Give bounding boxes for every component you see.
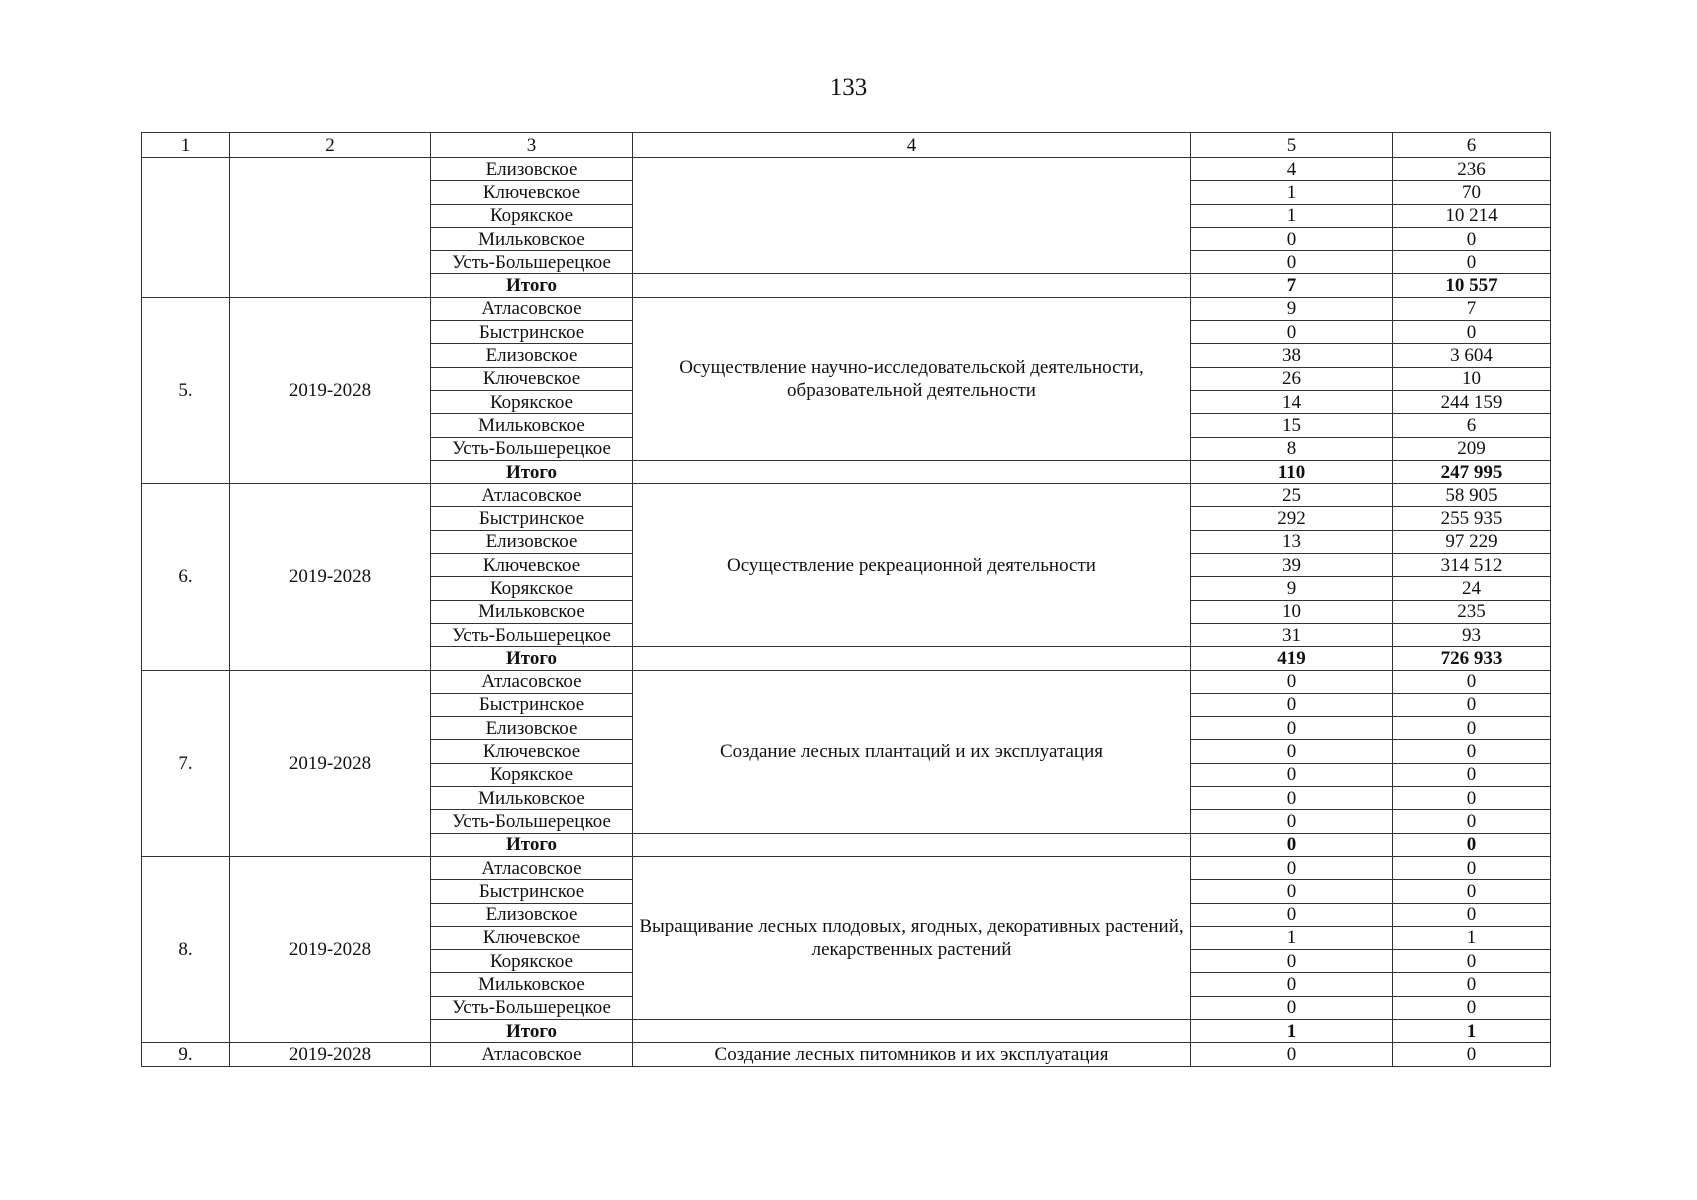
area-cell: 0 [1393, 693, 1551, 716]
column-number: 2 [230, 133, 431, 158]
area-cell: 97 229 [1393, 530, 1551, 553]
district-cell: Атласовское [431, 856, 633, 879]
district-cell: Усть-Большерецкое [431, 996, 633, 1019]
activity-cell: Выращивание лесных плодовых, ягодных, декоративных растений, лекарственных растений [633, 856, 1191, 1019]
row-number-cell: 9. [142, 1043, 230, 1066]
row-number-cell [142, 158, 230, 298]
total-count: 1 [1191, 1019, 1393, 1042]
district-cell: Ключевское [431, 740, 633, 763]
area-cell: 0 [1393, 717, 1551, 740]
count-cell: 0 [1191, 717, 1393, 740]
district-cell: Усть-Большерецкое [431, 810, 633, 833]
district-cell: Усть-Большерецкое [431, 251, 633, 274]
count-cell: 4 [1191, 158, 1393, 181]
district-cell: Елизовское [431, 717, 633, 740]
total-label: Итого [431, 1019, 633, 1042]
page-number: 133 [829, 74, 868, 101]
total-count: 110 [1191, 460, 1393, 483]
count-cell: 1 [1191, 181, 1393, 204]
area-cell: 3 604 [1393, 344, 1551, 367]
area-cell: 0 [1393, 856, 1551, 879]
area-cell: 314 512 [1393, 554, 1551, 577]
total-area: 10 557 [1393, 274, 1551, 297]
area-cell: 236 [1393, 158, 1551, 181]
district-cell: Мильковское [431, 414, 633, 437]
area-cell: 0 [1393, 880, 1551, 903]
activity-cell: Осуществление рекреационной деятельности [633, 484, 1191, 647]
count-cell: 0 [1191, 693, 1393, 716]
district-cell: Атласовское [431, 1043, 633, 1066]
area-cell: 0 [1393, 973, 1551, 996]
row-number-cell: 6. [142, 484, 230, 670]
table-body [142, 133, 1551, 1067]
activity-cell: Осуществление научно-исследовательской деятельности, образовательной деятельности [633, 297, 1191, 460]
district-cell: Ключевское [431, 926, 633, 949]
total-area: 0 [1393, 833, 1551, 856]
area-cell: 244 159 [1393, 390, 1551, 413]
district-cell: Елизовское [431, 903, 633, 926]
area-cell: 0 [1393, 763, 1551, 786]
column-number: 4 [633, 133, 1191, 158]
area-cell: 6 [1393, 414, 1551, 437]
area-cell: 93 [1393, 623, 1551, 646]
total-label: Итого [431, 274, 633, 297]
area-cell: 10 [1393, 367, 1551, 390]
count-cell: 0 [1191, 880, 1393, 903]
area-cell: 0 [1393, 321, 1551, 344]
count-cell: 10 [1191, 600, 1393, 623]
area-cell: 58 905 [1393, 484, 1551, 507]
count-cell: 0 [1191, 950, 1393, 973]
area-cell: 0 [1393, 251, 1551, 274]
count-cell: 0 [1191, 787, 1393, 810]
district-cell: Корякское [431, 577, 633, 600]
total-label: Итого [431, 647, 633, 670]
total-area: 1 [1393, 1019, 1551, 1042]
area-cell: 209 [1393, 437, 1551, 460]
district-cell: Быстринское [431, 693, 633, 716]
district-cell: Корякское [431, 763, 633, 786]
count-cell: 292 [1191, 507, 1393, 530]
period-cell: 2019-2028 [230, 484, 431, 670]
column-number: 1 [142, 133, 230, 158]
count-cell: 0 [1191, 856, 1393, 879]
district-cell: Усть-Большерецкое [431, 437, 633, 460]
district-cell: Мильковское [431, 227, 633, 250]
total-area: 726 933 [1393, 647, 1551, 670]
area-cell: 10 214 [1393, 204, 1551, 227]
count-cell: 13 [1191, 530, 1393, 553]
total-activity-cell [633, 647, 1191, 670]
count-cell: 0 [1191, 227, 1393, 250]
count-cell: 1 [1191, 926, 1393, 949]
district-cell: Корякское [431, 950, 633, 973]
count-cell: 38 [1191, 344, 1393, 367]
column-number-row [142, 133, 1551, 158]
count-cell: 15 [1191, 414, 1393, 437]
total-label: Итого [431, 833, 633, 856]
total-activity-cell [633, 460, 1191, 483]
area-cell: 0 [1393, 903, 1551, 926]
count-cell: 14 [1191, 390, 1393, 413]
count-cell: 31 [1191, 623, 1393, 646]
total-count: 0 [1191, 833, 1393, 856]
area-cell: 0 [1393, 740, 1551, 763]
table-row [142, 670, 1551, 693]
count-cell: 0 [1191, 810, 1393, 833]
total-activity-cell [633, 274, 1191, 297]
total-count: 419 [1191, 647, 1393, 670]
total-activity-cell [633, 833, 1191, 856]
district-cell: Елизовское [431, 344, 633, 367]
count-cell: 9 [1191, 297, 1393, 320]
forest-use-table [141, 132, 1551, 1067]
total-count: 7 [1191, 274, 1393, 297]
area-cell: 0 [1393, 810, 1551, 833]
table-row [142, 856, 1551, 879]
count-cell: 0 [1191, 903, 1393, 926]
period-cell: 2019-2028 [230, 856, 431, 1042]
area-cell: 255 935 [1393, 507, 1551, 530]
district-cell: Елизовское [431, 530, 633, 553]
district-cell: Атласовское [431, 484, 633, 507]
area-cell: 0 [1393, 1043, 1551, 1066]
count-cell: 0 [1191, 670, 1393, 693]
area-cell: 0 [1393, 787, 1551, 810]
district-cell: Елизовское [431, 158, 633, 181]
district-cell: Ключевское [431, 181, 633, 204]
count-cell: 39 [1191, 554, 1393, 577]
row-number-cell: 7. [142, 670, 230, 856]
activity-cell: Создание лесных питомников и их эксплуатация [633, 1043, 1191, 1066]
row-number-cell: 8. [142, 856, 230, 1042]
count-cell: 0 [1191, 251, 1393, 274]
count-cell: 0 [1191, 763, 1393, 786]
area-cell: 0 [1393, 670, 1551, 693]
activity-cell: Создание лесных плантаций и их эксплуатация [633, 670, 1191, 833]
count-cell: 0 [1191, 973, 1393, 996]
district-cell: Атласовское [431, 297, 633, 320]
row-number-cell: 5. [142, 297, 230, 483]
count-cell: 0 [1191, 1043, 1393, 1066]
total-area: 247 995 [1393, 460, 1551, 483]
count-cell: 1 [1191, 204, 1393, 227]
district-cell: Быстринское [431, 880, 633, 903]
area-cell: 24 [1393, 577, 1551, 600]
count-cell: 0 [1191, 321, 1393, 344]
table-row [142, 297, 1551, 320]
period-cell: 2019-2028 [230, 297, 431, 483]
area-cell: 0 [1393, 227, 1551, 250]
district-cell: Усть-Большерецкое [431, 623, 633, 646]
area-cell: 70 [1393, 181, 1551, 204]
table-row [142, 484, 1551, 507]
district-cell: Ключевское [431, 554, 633, 577]
total-activity-cell [633, 1019, 1191, 1042]
district-cell: Корякское [431, 204, 633, 227]
column-number: 5 [1191, 133, 1393, 158]
table-row [142, 1043, 1551, 1066]
column-number: 3 [431, 133, 633, 158]
district-cell: Быстринское [431, 507, 633, 530]
district-cell: Атласовское [431, 670, 633, 693]
area-cell: 1 [1393, 926, 1551, 949]
total-label: Итого [431, 460, 633, 483]
area-cell: 235 [1393, 600, 1551, 623]
count-cell: 8 [1191, 437, 1393, 460]
count-cell: 0 [1191, 740, 1393, 763]
district-cell: Мильковское [431, 600, 633, 623]
activity-cell [633, 158, 1191, 274]
area-cell: 7 [1393, 297, 1551, 320]
area-cell: 0 [1393, 950, 1551, 973]
area-cell: 0 [1393, 996, 1551, 1019]
period-cell: 2019-2028 [230, 1043, 431, 1066]
column-number: 6 [1393, 133, 1551, 158]
district-cell: Мильковское [431, 787, 633, 810]
period-cell [230, 158, 431, 298]
table-row [142, 158, 1551, 181]
district-cell: Быстринское [431, 321, 633, 344]
count-cell: 25 [1191, 484, 1393, 507]
period-cell: 2019-2028 [230, 670, 431, 856]
district-cell: Мильковское [431, 973, 633, 996]
district-cell: Ключевское [431, 367, 633, 390]
count-cell: 26 [1191, 367, 1393, 390]
count-cell: 9 [1191, 577, 1393, 600]
count-cell: 0 [1191, 996, 1393, 1019]
district-cell: Корякское [431, 390, 633, 413]
